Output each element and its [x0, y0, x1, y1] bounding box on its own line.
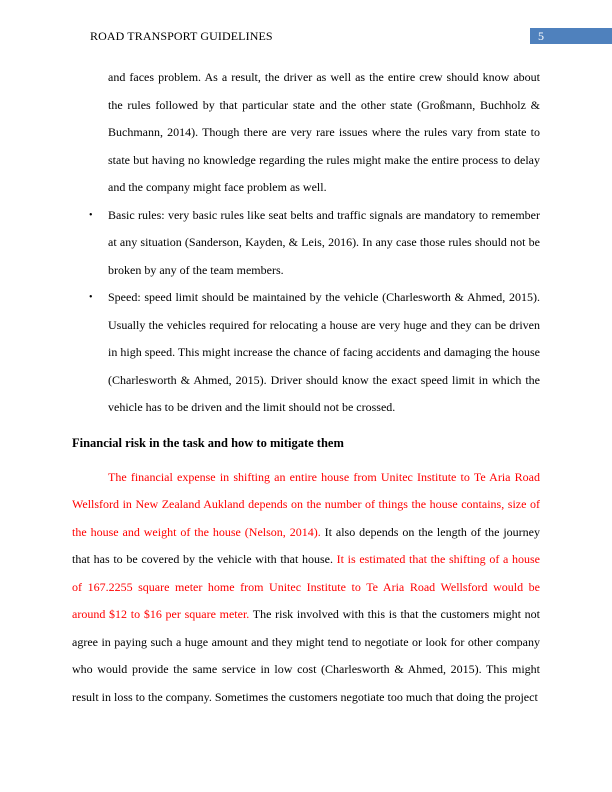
document-body [72, 64, 540, 711]
continued-paragraph: and faces problem. As a result, the driver as well as the entire crew should know about the rules followed by that particular state and the other state (Großmann, Buchholz & Buchmann, 2014). Though there are very rare issues where the rules vary from state to state but having no knowledge regarding the rules might make the entire process to delay and the company might face problem as well. [108, 70, 540, 194]
bullet-list [72, 202, 540, 422]
page-number-badge: 5 [530, 28, 612, 44]
bullet-icon: • [89, 292, 93, 303]
bullet-item-basic-rules [72, 202, 540, 285]
highlighted-text: The financial expense in shifting an entire house from Unitec Institute to Te Aria Road Wellsford in New Zealand Aukland depends on the number of things the house contains, size of the house and weight of the house (Nelson, 2014). [72, 469, 540, 539]
section-heading: Financial risk in the task and how to mitigate them [72, 435, 344, 450]
bullet-item-speed [72, 284, 540, 422]
paragraph-text: The risk involved with this is that the customers might not agree in paying such a huge amount and they might tend to negotiate or look for other company who would provide the same service in low cost (Charlesworth & Ahmed, 2015). This might result in loss to the company. Sometimes the customers negotiate too much that doing the project [72, 607, 540, 704]
bullet-text: Basic rules: very basic rules like seat belts and traffic signals are mandatory to remember at any situation (Sanderson, Kayden, & Leis, 2016). In any case those rules should not be broken by any of the team members. [108, 207, 540, 277]
paragraph-text: It also depends on the length of the journey that has to be covered by the vehicle with that house. [72, 524, 540, 566]
highlighted-text: It is estimated that the shifting of a house of 167.2255 square meter home from Unitec Institute to Te Aria Road Wellsford would be around $12 to $16 per square meter. [72, 552, 540, 621]
bullet-icon: • [89, 209, 93, 221]
bullet-text: Speed: speed limit should be maintained by the vehicle (Charlesworth & Ahmed, 2015). Usually the vehicles required for relocating a house are very huge and they can be driven in high speed. This might increase the chance of facing accidents and damaging the house (Charlesworth & Ahmed, 2015). Driver should know the exact speed limit in which the vehicle has to be driven and the limit should not be crossed. [108, 290, 540, 414]
header-title: ROAD TRANSPORT GUIDELINES [90, 29, 273, 43]
financial-risk-paragraph [72, 464, 540, 712]
